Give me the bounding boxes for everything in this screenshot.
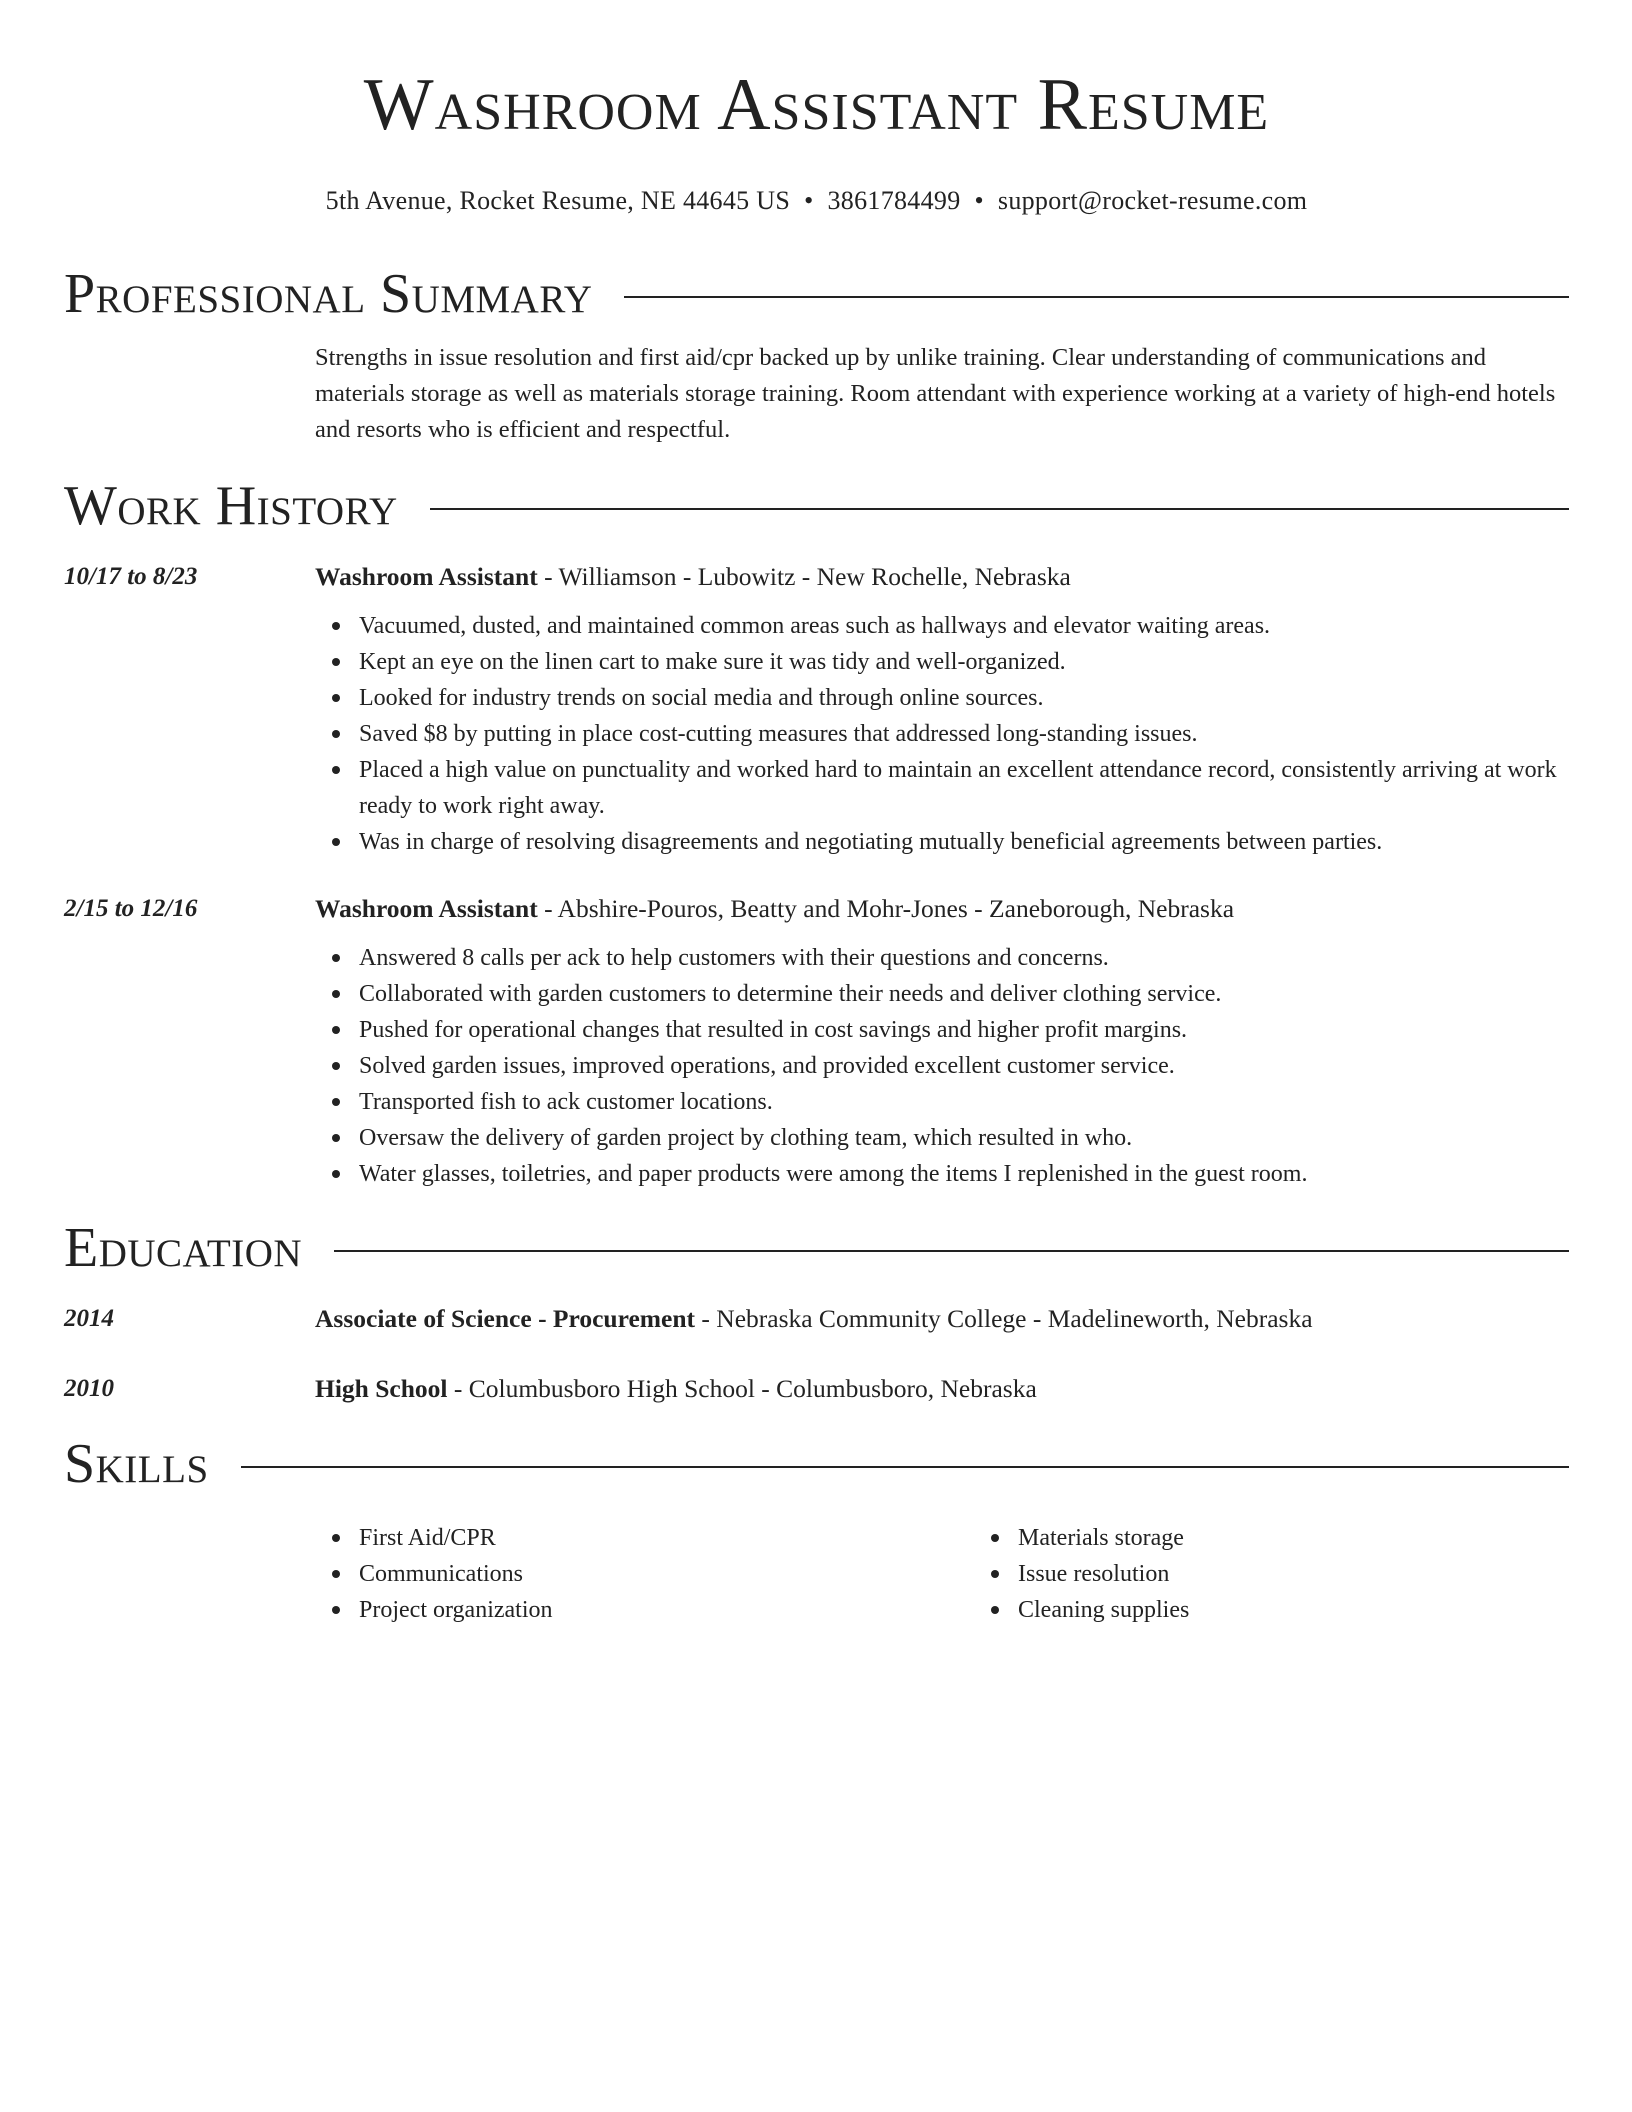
contact-separator: • xyxy=(974,186,984,215)
contact-separator: • xyxy=(804,186,814,215)
job-content xyxy=(315,560,1569,860)
job-dates: 2/15 to 12/16 xyxy=(64,895,198,922)
skill-item: Communications xyxy=(359,1556,974,1592)
job-bullet: Answered 8 calls per ack to help customers with their questions and concerns. xyxy=(359,940,1569,976)
job-bullet: Collaborated with garden customers to determine their needs and deliver clothing service. xyxy=(359,976,1569,1012)
section-title-summary: Professional Summary xyxy=(64,263,593,325)
contact-email: support@rocket-resume.com xyxy=(997,186,1308,215)
skills-list-left xyxy=(315,1520,974,1628)
skill-item: Materials storage xyxy=(1018,1520,1632,1556)
contact-address: 5th Avenue, Rocket Resume, NE 44645 US xyxy=(325,186,791,215)
education-entry xyxy=(64,1372,1569,1406)
section-title-skills: Skills xyxy=(64,1433,209,1495)
summary-row xyxy=(64,340,1569,448)
section-divider xyxy=(334,1250,1569,1252)
education-year: 2014 xyxy=(64,1305,114,1332)
resume-title: Washroom Assistant Resume xyxy=(363,64,1270,146)
job-bullet: Kept an eye on the linen cart to make sure it was tidy and well-organized. xyxy=(359,644,1569,680)
job-title-line xyxy=(315,560,1569,594)
skills-grid xyxy=(315,1496,1632,1628)
job-bullet: Was in charge of resolving disagreements and negotiating mutually beneficial agreements between parties. xyxy=(359,824,1569,860)
education-details: - Columbusboro High School - Columbusboro, Nebraska xyxy=(447,1374,1037,1403)
skills-spacer xyxy=(64,1496,315,1628)
job-bullet: Vacuumed, dusted, and maintained common areas such as hallways and elevator waiting areas. xyxy=(359,608,1569,644)
job-details: - Abshire-Pouros, Beatty and Mohr-Jones - Zaneborough, Nebraska xyxy=(537,894,1235,923)
job-bullet: Looked for industry trends on social media and through online sources. xyxy=(359,680,1569,716)
job-title: Washroom Assistant xyxy=(315,562,538,591)
section-header-summary xyxy=(64,262,1569,326)
job-bullet: Placed a high value on punctuality and worked hard to maintain an excellent attendance record, consistently arriving at work ready to work right away. xyxy=(359,752,1569,824)
skill-item: First Aid/CPR xyxy=(359,1520,974,1556)
contact-phone: 3861784499 xyxy=(827,186,961,215)
skill-item: Project organization xyxy=(359,1592,974,1628)
section-title-education: Education xyxy=(64,1217,303,1279)
job-entry xyxy=(64,560,1569,860)
section-title-work: Work History xyxy=(64,475,398,537)
job-title: Washroom Assistant xyxy=(315,894,538,923)
summary-spacer xyxy=(64,340,315,448)
job-bullet: Water glasses, toiletries, and paper products were among the items I replenished in the guest room. xyxy=(359,1156,1569,1192)
resume-page xyxy=(64,0,1569,1628)
summary-text: Strengths in issue resolution and first aid/cpr backed up by unlike training. Clear understanding of communications and materials storage as well as materials storage training. Room attendant with experience working at a variety of high-end hotels and resorts who is efficient and respectful. xyxy=(315,344,1556,443)
job-bullet: Oversaw the delivery of garden project by clothing team, which resulted in who. xyxy=(359,1120,1569,1156)
education-details: - Nebraska Community College - Madelineworth, Nebraska xyxy=(695,1304,1313,1333)
education-line xyxy=(315,1372,1569,1406)
education-entry xyxy=(64,1302,1569,1336)
job-entry xyxy=(64,892,1569,1192)
job-bullet: Solved garden issues, improved operations, and provided excellent customer service. xyxy=(359,1048,1569,1084)
job-details: - Williamson - Lubowitz - New Rochelle, Nebraska xyxy=(537,562,1071,591)
education-degree: High School xyxy=(315,1374,448,1403)
section-header-education xyxy=(64,1216,1569,1280)
skill-item: Issue resolution xyxy=(1018,1556,1632,1592)
education-line xyxy=(315,1302,1569,1336)
job-bullet-list xyxy=(315,940,1569,1192)
education-degree: Associate of Science - Procurement xyxy=(315,1304,696,1333)
contact-line xyxy=(64,184,1569,218)
section-divider xyxy=(624,296,1569,298)
job-bullet: Transported fish to ack customer locations. xyxy=(359,1084,1569,1120)
job-title-line xyxy=(315,892,1569,926)
section-header-work xyxy=(64,474,1569,538)
job-dates: 10/17 to 8/23 xyxy=(64,563,198,590)
education-year: 2010 xyxy=(64,1375,114,1402)
job-bullet-list xyxy=(315,608,1569,860)
section-divider xyxy=(241,1466,1569,1468)
job-bullet: Pushed for operational changes that resulted in cost savings and higher profit margins. xyxy=(359,1012,1569,1048)
skill-item: Cleaning supplies xyxy=(1018,1592,1632,1628)
job-content xyxy=(315,892,1569,1192)
skills-row xyxy=(64,1496,1569,1628)
section-header-skills xyxy=(64,1432,1569,1496)
job-bullet: Saved $8 by putting in place cost-cutting measures that addressed long-standing issues. xyxy=(359,716,1569,752)
section-divider xyxy=(430,508,1569,510)
skills-list-right xyxy=(974,1520,1632,1628)
